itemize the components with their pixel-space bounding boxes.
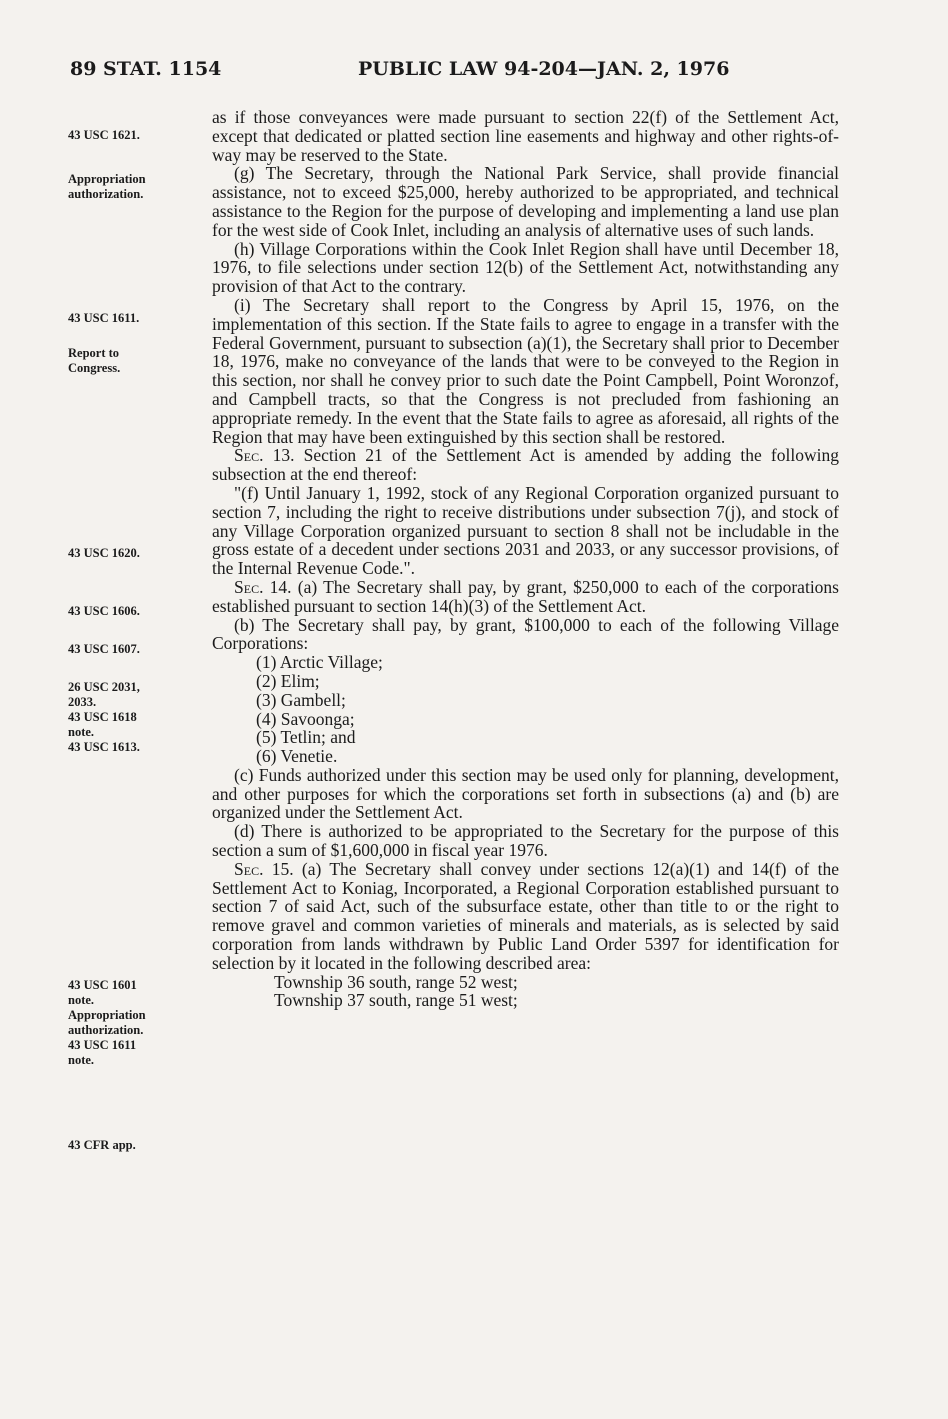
paragraph: (h) Village Corporations within the Cook Inlet Region shall have until December 18, 1976, to file selections under section 12(b) of the Settlement Act, notwithstanding any provision of that Act to the contrary. — [212, 238, 839, 297]
margin-note: Appropriation authorization. — [68, 172, 146, 201]
section-label: Sec. 13. — [234, 445, 295, 466]
paragraph: (d) There is authorized to be appropriated to the Secretary for the purpose of this section a sum of $1,600,000 in fiscal year 1976. — [212, 821, 839, 861]
section-label: Sec. 14. — [234, 576, 292, 597]
margin-note: 43 USC 1621. — [68, 128, 140, 142]
margin-note: 43 USC 1611. — [68, 311, 140, 325]
margin-note: 43 USC 1606. — [68, 604, 140, 618]
paragraph: Sec. 14. (a) The Secretary shall pay, by grant, $250,000 to each of the corporations established pursuant to section 14(h)(3) of the Settlement Act. — [212, 576, 839, 616]
list-item: (1) Arctic Village; — [256, 652, 383, 673]
list-item: (6) Venetie. — [256, 746, 338, 767]
margin-note: 43 USC 1601 note. Appropriation authorization. 43 USC 1611 note. — [68, 978, 146, 1067]
paragraph: Sec. 13. Section 21 of the Settlement Act is amended by adding the following subsection at the end thereof: — [212, 445, 839, 485]
village-list — [212, 653, 839, 766]
section-label: Sec. 15. — [234, 858, 294, 879]
statute-body — [212, 108, 839, 1010]
margin-note: 43 CFR app. — [68, 1138, 136, 1152]
paragraph: (c) Funds authorized under this section may be used only for planning, development, and other purposes for which the corporations set forth in subsections (a) and (b) are organized under the Settlement Act. — [212, 764, 839, 823]
township-line: Township 36 south, range 52 west; — [274, 971, 518, 992]
margin-note: Report to Congress. — [68, 346, 121, 375]
list-item: (2) Elim; — [256, 670, 320, 691]
paragraph: "(f) Until January 1, 1992, stock of any Regional Corporation organized pursuant to section 7, including the right to receive distributions under subsection 7(j), and stock of any Village Corporation organized pursuant to section 8 shall not be includable in the gross estate of a decedent under sections 2031 and 2033, or any successor provisions, of the Internal Revenue Code.". — [212, 482, 839, 579]
list-item: (4) Savoonga; — [256, 708, 355, 729]
margin-note: 43 USC 1607. — [68, 642, 140, 656]
statute-page-number: 89 STAT. 1154 — [70, 58, 222, 80]
margin-note: 26 USC 2031, 2033. 43 USC 1618 note. 43 USC 1613. — [68, 680, 140, 754]
township-line: Township 37 south, range 51 west; — [274, 990, 518, 1011]
list-item: (5) Tetlin; and — [256, 727, 356, 748]
list-item: (3) Gambell; — [256, 689, 346, 710]
page-header — [70, 58, 860, 86]
paragraph: (b) The Secretary shall pay, by grant, $100,000 to each of the following Village Corporations: — [212, 614, 839, 654]
paragraph: as if those conveyances were made pursuant to section 22(f) of the Settlement Act, except that dedicated or platted section line easements and highway and other rights-of-way may be reserved to the State. — [212, 107, 839, 165]
paragraph: (i) The Secretary shall report to the Congress by April 15, 1976, on the implementation of this section. If the State fails to agree to engage in a transfer with the Federal Government, pursuant to subsection (a)(1), the Secretary shall prior to December 18, 1976, make no conveyance of the lands that were to be conveyed to the Region in this section, nor shall he convey prior to such date the Point Campbell, Point Woronzof, and Campbell tracts, so that the Congress is not precluded from fashioning an appropriate remedy. In the event that the State fails to agree as aforesaid, all rights of the Region that may have been extinguished by this section shall be restored. — [212, 294, 839, 447]
margin-note: 43 USC 1620. — [68, 546, 140, 560]
paragraph: (g) The Secretary, through the National Park Service, shall provide financial assistance, not to exceed $25,000, hereby authorized to be appropriated, and technical assistance to the Region for the purpose of developing and implementing a land use plan for the west side of Cook Inlet, including an analysis of alternative uses of such lands. — [212, 163, 839, 240]
paragraph: Sec. 15. (a) The Secretary shall convey under sections 12(a)(1) and 14(f) of the Settlement Act to Koniag, Incorporated, a Regional Corporation established pursuant to section 7 of said Act, such of the subsurface estate, other than title to or the right to remove gravel and common varieties of minerals and materials, as is selected by said corporation from lands withdrawn by Public Land Order 5397 for identification for selection by it located in the following described area: — [212, 858, 839, 973]
public-law-title: PUBLIC LAW 94-204—JAN. 2, 1976 — [358, 58, 730, 80]
